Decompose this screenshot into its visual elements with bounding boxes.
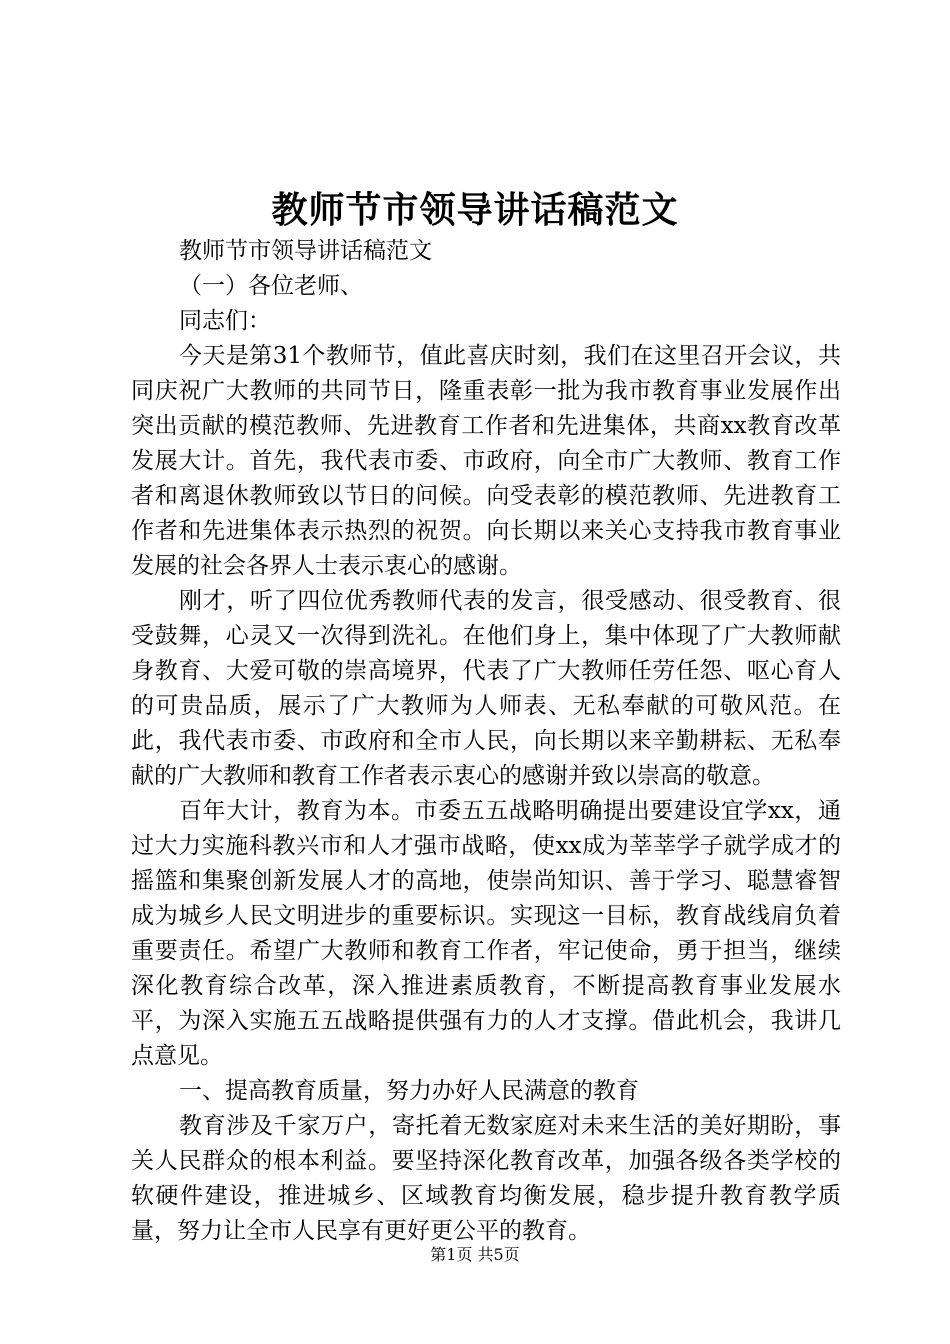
page-footer: 第1页 共5页: [430, 1245, 520, 1264]
paragraph-subtitle: 教师节市领导讲话稿范文: [179, 238, 432, 264]
paragraph-body-2: 刚才，听了四位优秀教师代表的发言，很受感动、很受教育、很受鼓舞，心灵又一次得到洗礼。在他们身上，集中体现了广大教师献身教育、大爱可敬的崇高境界，代表了广大教师任劳任怨、呕心育人的可贵品质，展示了广大教师为人师表、无私奉献的可敬风范。在此，我代表市委、市政府和全市人民，向长期以来辛勤耕耘、无私奉献的广大教师和教育工作者表示衷心的感谢并致以崇高的敬意。: [131, 588, 841, 789]
paragraph-body-1: 今天是第31个教师节，值此喜庆时刻，我们在这里召开会议，共同庆祝广大教师的共同节日，隆重表彰一批为我市教育事业发展作出突出贡献的模范教师、先进教育工作者和先进集体，共商xx教育改革发展大计。首先，我代表市委、市政府，向全市广大教师、教育工作者和离退休教师致以节日的问候。向受表彰的模范教师、先进教育工作者和先进集体表示热烈的祝贺。向长期以来关心支持我市教育事业发展的社会各界人士表示衷心的感谢。: [131, 343, 841, 579]
document-title: 教师节市领导讲话稿范文: [271, 189, 679, 231]
section-heading-1: 一、提高教育质量，努力办好人民满意的教育: [179, 1078, 639, 1104]
paragraph-body-4: 教育涉及千家万户，寄托着无数家庭对未来生活的美好期盼，事关人民群众的根本利益。要坚持深化教育改革，加强各级各类学校的软硬件建设，推进城乡、区域教育均衡发展，稳步提升教育教学质量，努力让全市人民享有更好更公平的教育。: [131, 1113, 841, 1244]
paragraph-salutation-2: 同志们：: [179, 308, 271, 334]
paragraph-salutation-1: （一）各位老师、: [179, 273, 363, 299]
document-body: [131, 234, 841, 1249]
paragraph-body-3: 百年大计，教育为本。市委五五战略明确提出要建设宜学xx，通过大力实施科教兴市和人才强市战略，使xx成为莘莘学子就学成才的摇篮和集聚创新发展人才的高地，使崇尚知识、善于学习、聪慧睿智成为城乡人民文明进步的重要标识。实现这一目标，教育战线肩负着重要责任。希望广大教师和教育工作者，牢记使命，勇于担当，继续深化教育综合改革，深入推进素质教育，不断提高教育事业发展水平，为深入实施五五战略提供强有力的人才支撑。借此机会，我讲几点意见。: [131, 798, 841, 1069]
